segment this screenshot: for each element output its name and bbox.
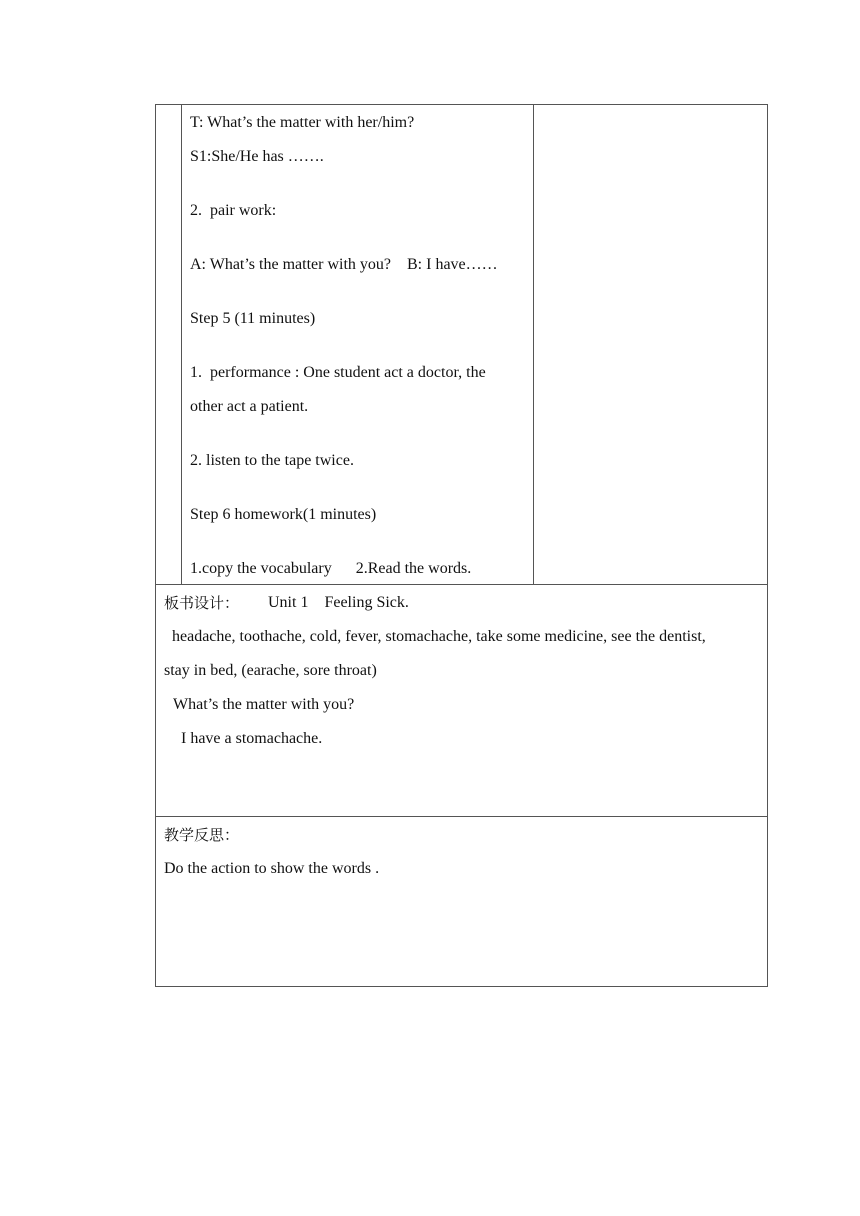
procedure-line: S1:She/He has …….	[190, 148, 324, 165]
procedure-line: T: What’s the matter with her/him?	[190, 114, 415, 131]
reflection-text: Do the action to show the words .	[164, 860, 380, 877]
board-design-title: Unit 1 Feeling Sick.	[268, 594, 409, 611]
procedure-line: 1.copy the vocabulary 2.Read the words.	[190, 560, 472, 577]
procedure-line: A: What’s the matter with you? B: I have……	[190, 256, 498, 273]
board-design-label: 板书设计：	[164, 594, 240, 612]
procedure-line: 2. listen to the tape twice.	[190, 452, 354, 469]
table-column-divider-right	[533, 104, 534, 585]
board-design-line: I have a stomachache.	[181, 730, 323, 747]
board-design-line: What’s the matter with you?	[173, 696, 355, 713]
procedure-line: other act a patient.	[190, 398, 309, 415]
procedure-line: Step 5 (11 minutes)	[190, 310, 316, 327]
board-design-line: headache, toothache, cold, fever, stomachache, take some medicine, see the dentist,	[172, 628, 706, 645]
table-row-divider-reflection	[155, 816, 768, 817]
board-design-line: stay in bed, (earache, sore throat)	[164, 662, 377, 679]
procedure-line: 2. pair work:	[190, 202, 277, 219]
table-column-divider-left	[181, 104, 182, 585]
lesson-plan-table	[155, 104, 768, 987]
procedure-line: Step 6 homework(1 minutes)	[190, 506, 377, 523]
table-row-divider-board	[155, 584, 768, 585]
reflection-label: 教学反思：	[164, 826, 240, 844]
procedure-line: 1. performance : One student act a doctor, the	[190, 364, 486, 381]
